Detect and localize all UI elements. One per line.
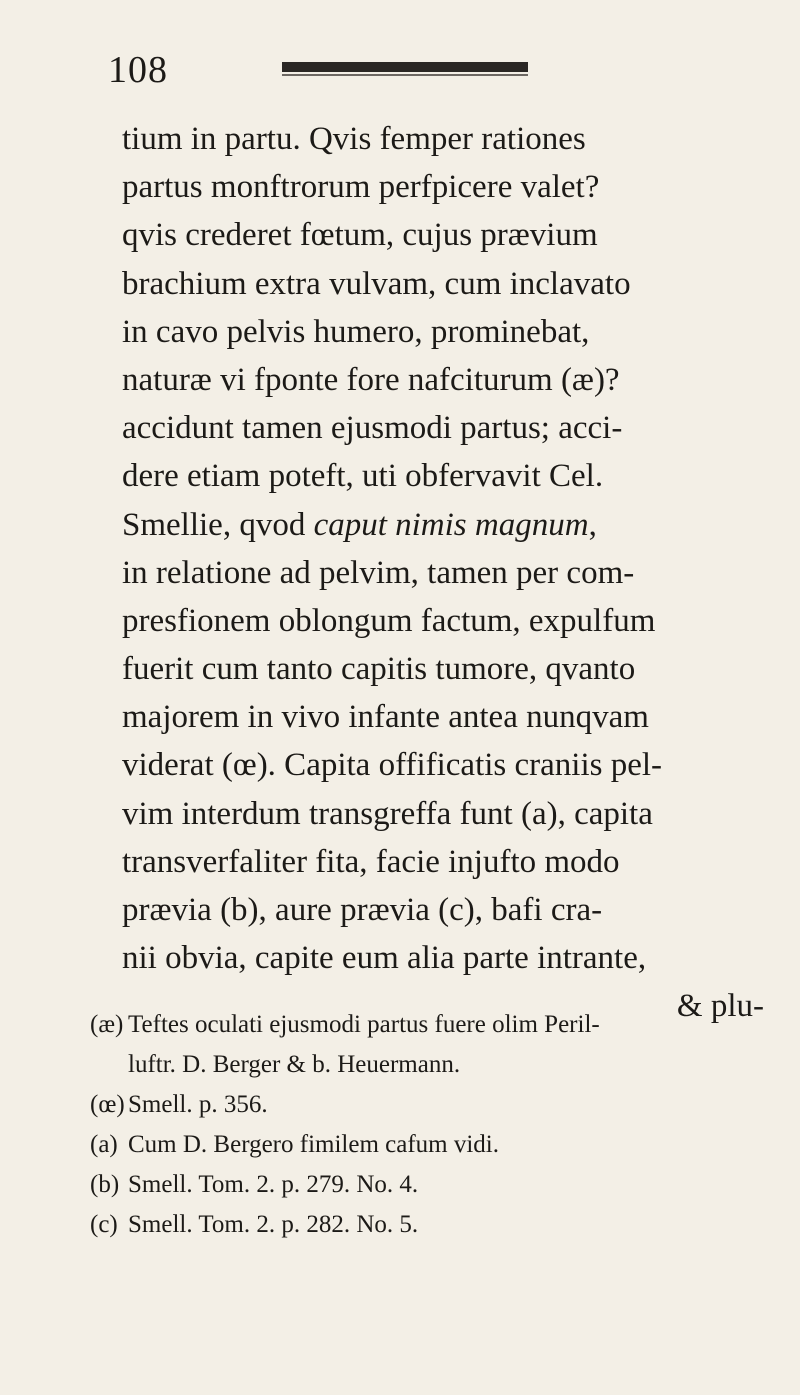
footnote — [90, 1005, 780, 1045]
text-line: presfionem oblongum factum, expulfum — [122, 602, 656, 639]
text-line: prævia (b), aure prævia (c), bafi cra- — [122, 892, 603, 928]
page-number: 108 — [108, 49, 168, 91]
text-line: tium in partu. Qvis femper rationes — [122, 121, 586, 157]
footnote — [90, 1205, 780, 1245]
text-line: vim interdum transgreffa funt (a), capita — [122, 795, 653, 832]
text-line: dere etiam poteft, uti obfervavit Cel. — [122, 458, 604, 495]
text-line: nii obvia, capite eum alia parte intrante, — [122, 940, 647, 977]
footnote — [90, 1085, 780, 1125]
footnote-mark: (b) — [90, 1171, 120, 1198]
text-line: partus monftrorum perfpicere valet? — [122, 169, 600, 206]
footnote — [90, 1165, 780, 1205]
text-line: brachium extra vulvam, cum inclavato — [122, 265, 631, 302]
italic-phrase: caput nimis magnum — [313, 506, 589, 543]
text-line: viderat (œ). Capita offificatis craniis pel- — [122, 747, 663, 784]
footnotes — [90, 1005, 780, 1245]
footnote-text: Smell. Tom. 2. p. 282. No. 5. — [128, 1211, 419, 1238]
footnote-mark: (c) — [90, 1211, 118, 1238]
text-segment: , — [588, 506, 597, 543]
footnote-text: Smell. p. 356. — [128, 1091, 268, 1118]
main-text-block — [122, 115, 800, 1031]
text-segment: Smellie, qvod — [122, 506, 314, 543]
text-line: in cavo pelvis humero, prominebat, — [122, 313, 590, 350]
header-rule-thin — [282, 74, 528, 76]
catchword: & plu- — [676, 988, 764, 1025]
text-line — [122, 501, 800, 549]
footnote-text: Cum D. Bergero fimilem cafum vidi. — [128, 1131, 499, 1158]
text-line: majorem in vivo infante antea nunqvam — [122, 699, 649, 736]
footnote-mark: (a) — [90, 1131, 118, 1158]
header-rule — [282, 62, 528, 72]
footnote-continuation — [90, 1045, 780, 1085]
footnote-text: Teftes oculati ejusmodi partus fuere olim Peril- — [128, 1011, 600, 1038]
footnote-text: luftr. D. Berger & b. Heuermann. — [128, 1051, 461, 1078]
text-line: qvis crederet fœtum, cujus prævium — [122, 217, 598, 254]
footnote-text: Smell. Tom. 2. p. 279. No. 4. — [128, 1171, 419, 1198]
text-line: accidunt tamen ejusmodi partus; acci- — [122, 410, 623, 447]
text-line: fuerit cum tanto capitis tumore, qvanto — [122, 651, 636, 688]
text-line: naturæ vi fponte fore nafciturum (æ)? — [122, 361, 620, 398]
text-line: in relatione ad pelvim, tamen per com- — [122, 554, 635, 591]
footnote — [90, 1125, 780, 1165]
footnote-mark: (æ) — [90, 1011, 124, 1038]
text-line: transverfaliter fita, facie injufto modo — [122, 843, 620, 880]
footnote-mark: (œ) — [90, 1091, 125, 1118]
